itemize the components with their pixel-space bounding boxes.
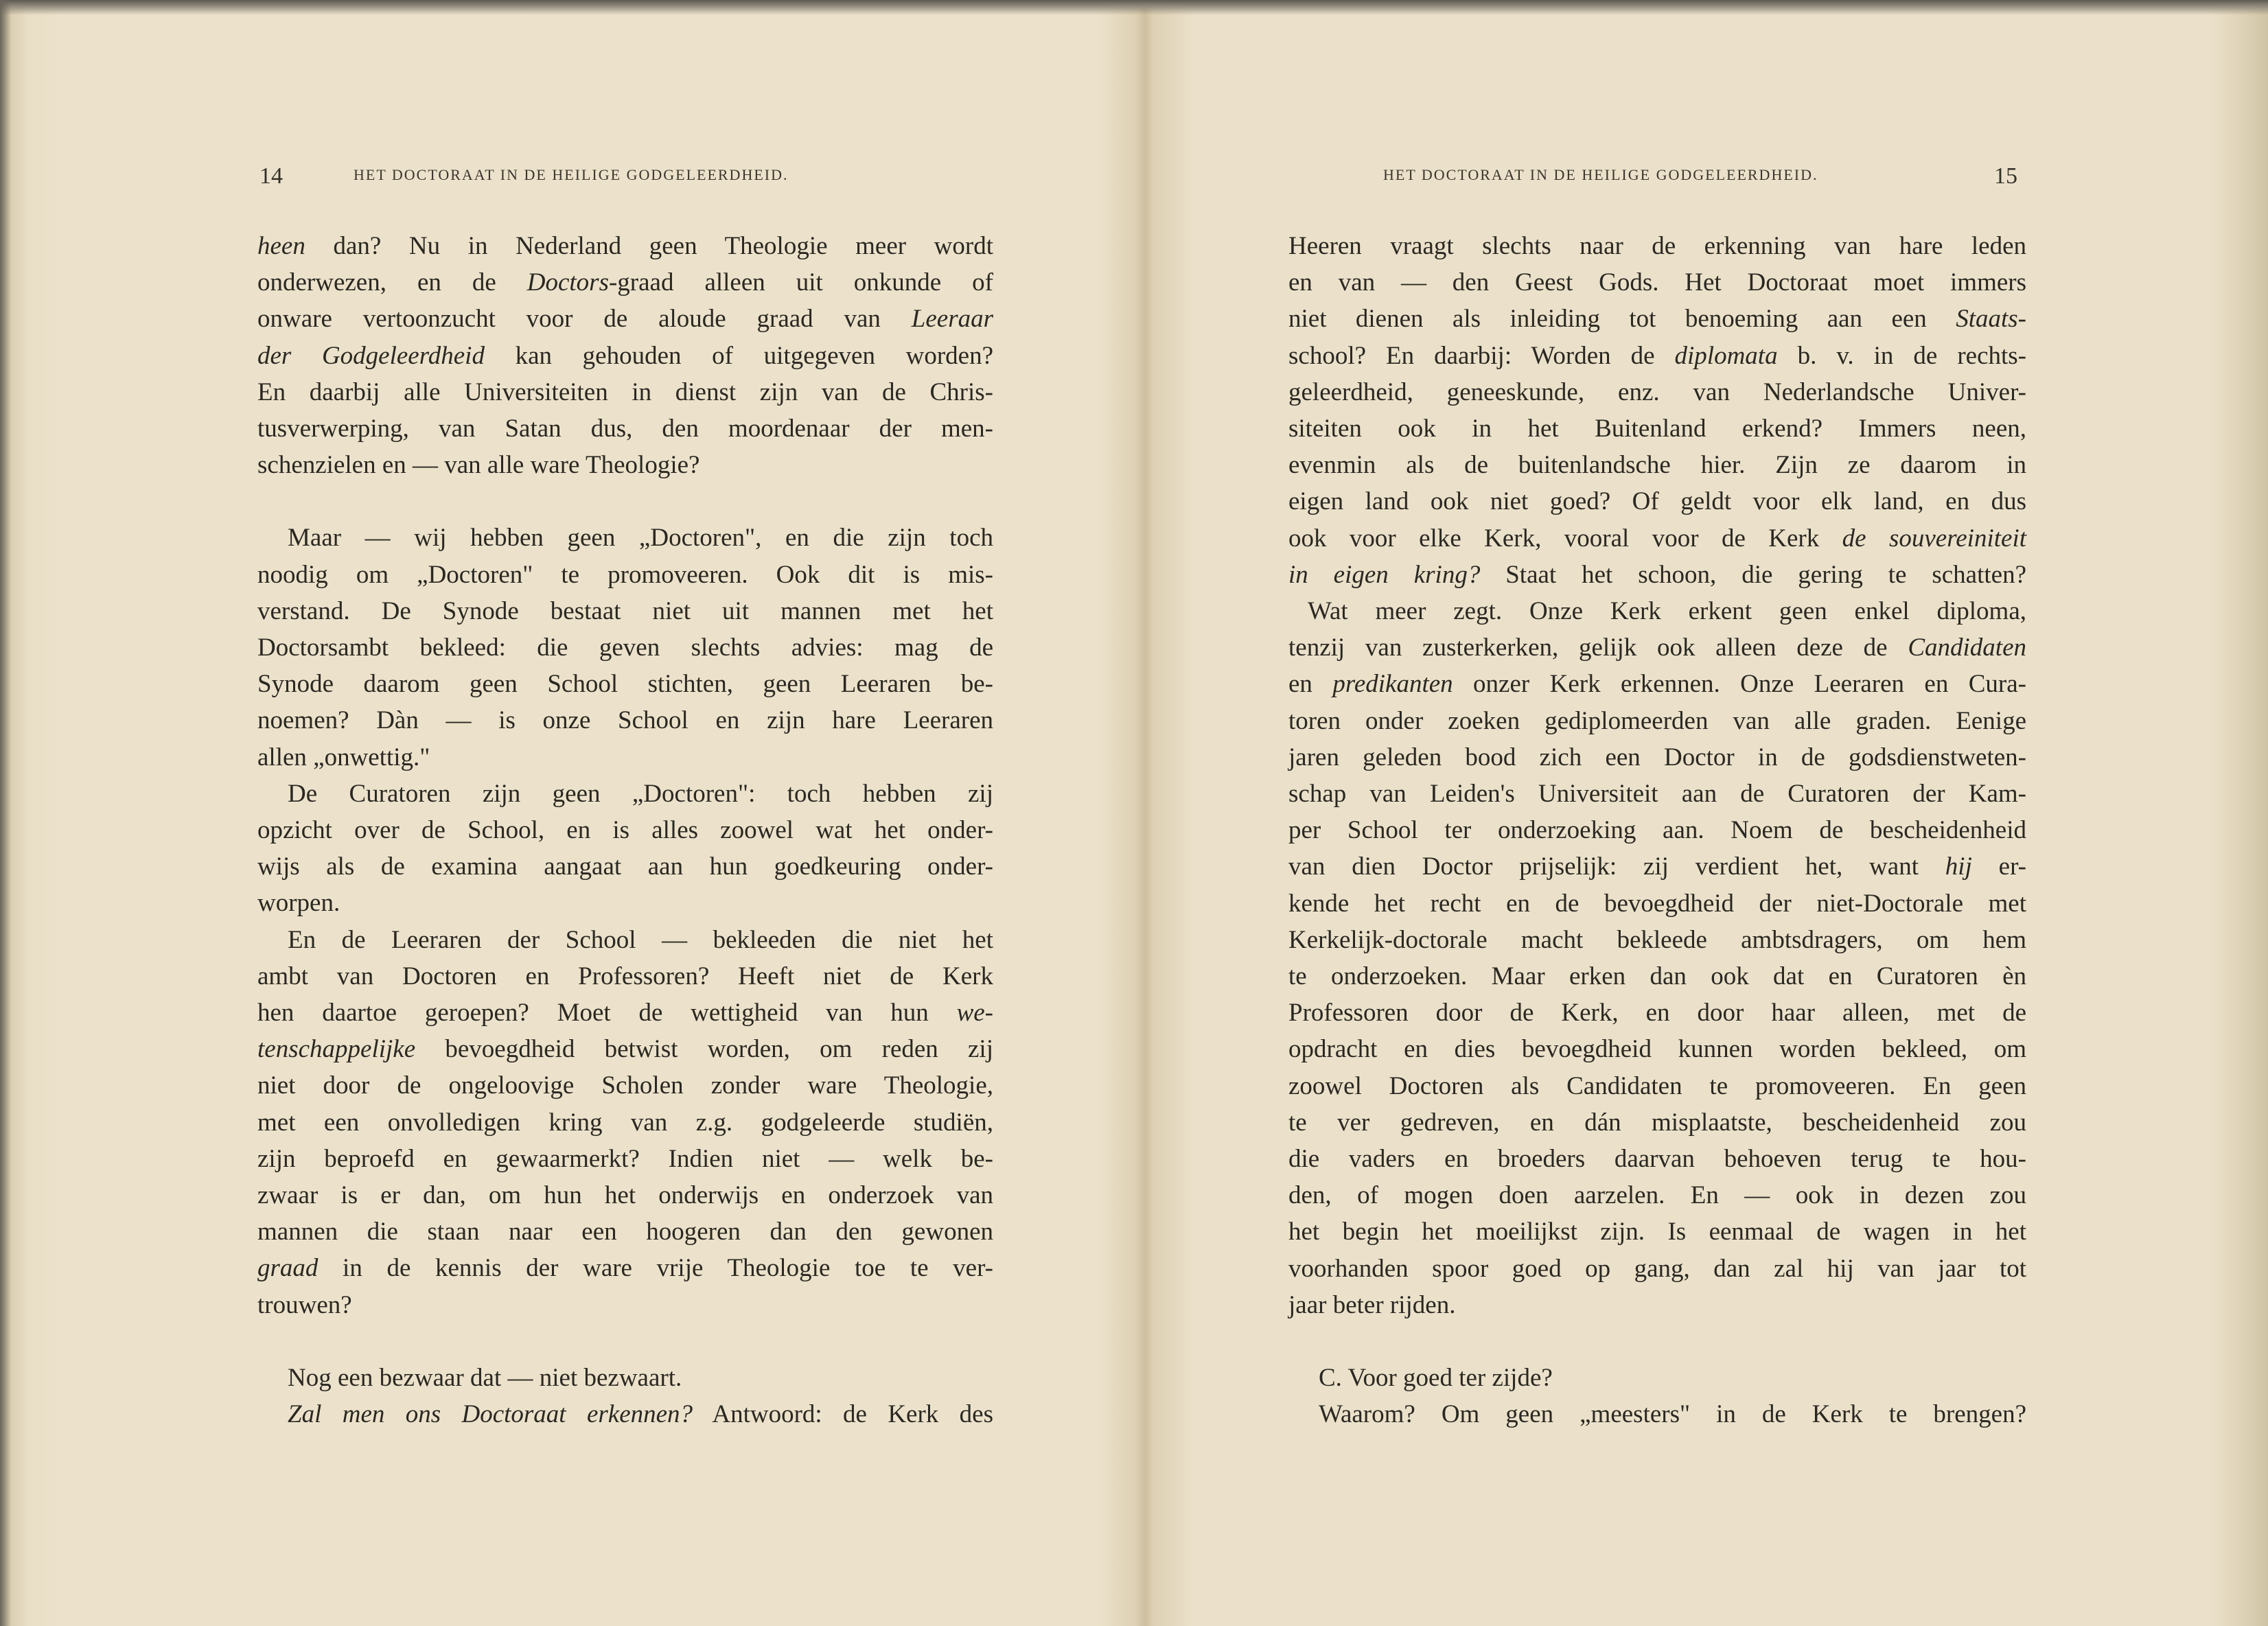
text-line: mannen die staan naar een hoogeren dan den gewonen	[257, 1218, 993, 1246]
text-line: noodig om „Doctoren" te promoveeren. Ook dit is mis-	[257, 560, 993, 589]
text-line: tusverwerping, van Satan dus, den moordenaar der men-	[257, 415, 993, 443]
text-line: Heeren vraagt slechts naar de erkenning van hare leden	[1288, 232, 2026, 260]
text-line: Zal men ons Doctoraat erkennen? Antwoord: de Kerk des	[288, 1400, 993, 1429]
text-line: kende het recht en de bevoegdheid der niet-Doctorale met	[1288, 889, 2026, 918]
text-line: hen daartoe geroepen? Moet de wettigheid van hun we-	[257, 999, 993, 1027]
text-line: en van — den Geest Gods. Het Doctoraat moet immers	[1288, 268, 2026, 297]
text-line: te ver gedreven, en dán misplaatste, bescheidenheid zou	[1288, 1108, 2026, 1137]
text-line: noemen? Dàn — is onze School en zijn hare Leeraren	[257, 706, 993, 735]
text-line: het begin het moeilijkst zijn. Is eenmaal de wagen in het	[1288, 1218, 2026, 1246]
paragraph	[257, 520, 993, 775]
right-text-block	[1288, 228, 2026, 1433]
text-line: wijs als de examina aangaat aan hun goedkeuring onder-	[257, 852, 993, 881]
text-line: graad in de kennis der ware vrije Theologie toe te ver-	[257, 1254, 993, 1283]
text-line: ook voor elke Kerk, vooral voor de Kerk de souvereiniteit	[1288, 524, 2026, 553]
text-line: Kerkelijk-doctorale macht bekleede ambtsdragers, om hem	[1288, 925, 2026, 954]
text-line: Synode daarom geen School stichten, geen Leeraren be-	[257, 670, 993, 699]
text-line: geleerdheid, geneeskunde, enz. van Nederlandsche Univer-	[1288, 378, 2026, 406]
text-line: Nog een bezwaar dat — niet bezwaart.	[288, 1363, 682, 1392]
text-line: onderwezen, en de Doctors-graad alleen uit onkunde of	[257, 268, 993, 297]
text-line: schenzielen en — van alle ware Theologie?	[257, 451, 700, 480]
text-line: Doctorsambt bekleed: die geven slechts advies: mag de	[257, 634, 993, 662]
page-number-right: 15	[1994, 163, 2017, 189]
paragraph	[257, 228, 993, 483]
text-line: tenschappelijke bevoegdheid betwist worden, om reden zij	[257, 1035, 993, 1064]
text-line: verstand. De Synode bestaat niet uit mannen met het	[257, 596, 993, 625]
text-line: trouwen?	[257, 1290, 352, 1319]
text-line: schap van Leiden's Universiteit aan de Curatoren der Kam-	[1288, 780, 2026, 809]
text-line: eigen land ook niet goed? Of geldt voor elk land, en dus	[1288, 487, 2026, 516]
text-line: En daarbij alle Universiteiten in dienst zijn van de Chris-	[257, 378, 993, 406]
paragraph	[1288, 593, 2026, 1323]
text-line: te onderzoeken. Maar erken dan ook dat en Curatoren èn	[1288, 962, 2026, 991]
text-line: tenzij van zusterkerken, gelijk ook alleen deze de Candidaten	[1288, 634, 2026, 662]
text-line: die vaders en broeders daarvan behoeven terug te hou-	[1288, 1145, 2026, 1174]
paragraph	[257, 776, 993, 922]
left-text-block	[257, 228, 993, 1432]
paragraph	[257, 922, 993, 1323]
text-line: opzicht over de School, en is alles zoowel wat het onder-	[257, 816, 993, 845]
running-head-left: HET DOCTORAAT IN DE HEILIGE GODGELEERDHEID.	[354, 166, 789, 183]
text-line: siteiten ook in het Buitenland erkend? Immers neen,	[1288, 415, 2026, 443]
text-line: school? En daarbij: Worden de diplomata b. v. in de rechts-	[1288, 341, 2026, 370]
text-line: Waarom? Om geen „meesters" in de Kerk te brengen?	[1319, 1400, 2026, 1429]
text-line: met een onvolledigen kring van z.g. godgeleerde studiën,	[257, 1108, 993, 1137]
text-line: Professoren door de Kerk, en door haar alleen, met de	[1288, 999, 2026, 1027]
text-line: heen dan? Nu in Nederland geen Theologie meer wordt	[257, 232, 993, 260]
text-line: worpen.	[257, 889, 340, 918]
text-line: jaren geleden bood zich een Doctor in de godsdienstweten-	[1288, 743, 2026, 771]
text-line: Maar — wij hebben geen „Doctoren", en die zijn toch	[288, 524, 993, 553]
paragraph	[257, 1360, 993, 1432]
text-line: niet door de ongeloovige Scholen zonder ware Theologie,	[257, 1071, 993, 1100]
text-line: niet dienen als inleiding tot benoeming aan een Staats-	[1288, 305, 2026, 334]
text-line: van dien Doctor prijselijk: zij verdient het, want hij er-	[1288, 852, 2026, 881]
text-line: zwaar is er dan, om hun het onderwijs en onderzoek van	[257, 1181, 993, 1210]
text-line: der Godgeleerdheid kan gehouden of uitgegeven worden?	[257, 341, 993, 370]
text-line: jaar beter rijden.	[1288, 1290, 1456, 1319]
right-page	[1150, 0, 2268, 1626]
text-line: De Curatoren zijn geen „Doctoren": toch hebben zij	[288, 779, 993, 808]
text-line: zoowel Doctoren als Candidaten te promoveeren. En geen	[1288, 1071, 2026, 1100]
text-line: in eigen kring? Staat het schoon, die gering te schatten?	[1288, 560, 2026, 589]
page-number-left: 14	[259, 163, 283, 189]
text-line: C. Voor goed ter zijde?	[1319, 1364, 1553, 1393]
paragraph	[1288, 228, 2026, 593]
text-line: voorhanden spoor goed op gang, dan zal hij van jaar tot	[1288, 1254, 2026, 1283]
text-line: ambt van Doctoren en Professoren? Heeft niet de Kerk	[257, 962, 993, 990]
text-line: zijn beproefd en gewaarmerkt? Indien niet — welk be-	[257, 1144, 993, 1173]
paragraph	[1288, 1360, 2026, 1432]
text-line: evenmin als de buitenlandsche hier. Zijn ze daarom in	[1288, 451, 2026, 480]
text-line: per School ter onderzoeking aan. Noem de bescheidenheid	[1288, 816, 2026, 845]
text-line: En de Leeraren der School — bekleeden die niet het	[288, 925, 993, 954]
running-head-right: HET DOCTORAAT IN DE HEILIGE GODGELEERDHEID.	[1383, 166, 1818, 183]
text-line: opdracht en dies bevoegdheid kunnen worden bekleed, om	[1288, 1035, 2026, 1064]
text-line: den, of mogen doen aarzelen. En — ook in dezen zou	[1288, 1181, 2026, 1210]
text-line: onware vertoonzucht voor de aloude graad van Leeraar	[257, 305, 993, 334]
text-line: Wat meer zegt. Onze Kerk erkent geen enkel diploma,	[1308, 597, 2026, 626]
text-line: en predikanten onzer Kerk erkennen. Onze Leeraren en Cura-	[1288, 670, 2026, 699]
text-line: toren onder zoeken gediplomeerden van alle graden. Eenige	[1288, 706, 2026, 735]
text-line: allen „onwettig."	[257, 743, 430, 771]
